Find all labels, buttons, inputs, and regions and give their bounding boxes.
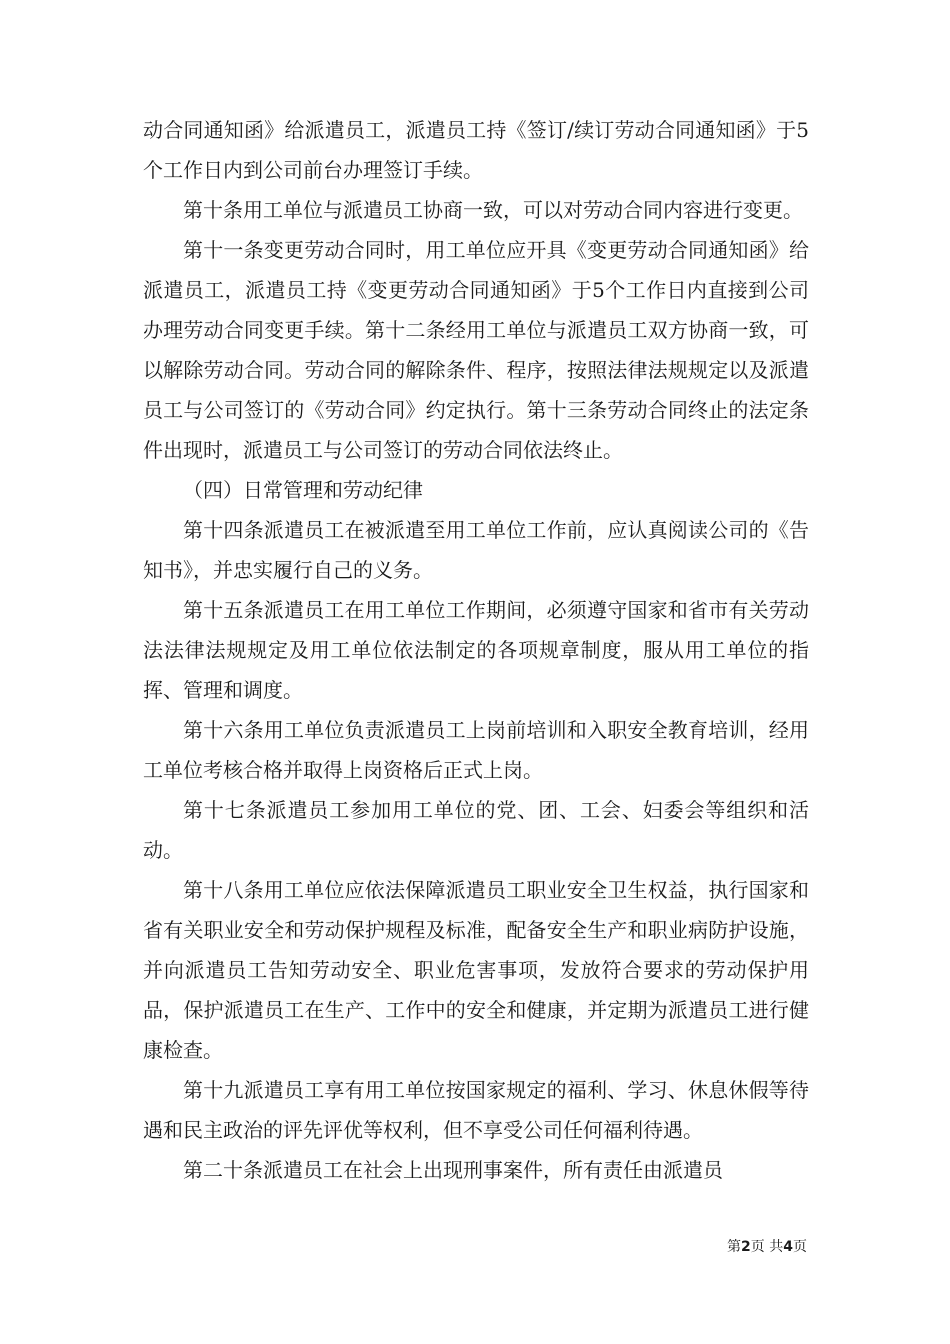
page-footer — [727, 1236, 807, 1256]
footer-prefix: 第 — [727, 1239, 742, 1255]
paragraph-article-10: 第十条用工单位与派遣员工协商一致，可以对劳动合同内容进行变更。 — [183, 198, 803, 222]
paragraph-article-17: 第十七条派遣员工参加用工单位的党、团、工会、妇委会等组织和活动。 — [143, 798, 809, 862]
paragraph-article-16: 第十六条用工单位负责派遣员工上岗前培训和入职安全教育培训，经用工单位考核合格并取得上岗资格后正式上岗。 — [143, 718, 809, 782]
paragraph-article-20: 第二十条派遣员工在社会上出现刑事案件，所有责任由派遣员 — [183, 1158, 723, 1182]
paragraph-article-14: 第十四条派遣员工在被派遣至用工单位工作前，应认真阅读公司的《告知书》，并忠实履行自己的义务。 — [143, 518, 809, 582]
document-body — [143, 110, 809, 1190]
footer-current-page: 2 — [741, 1239, 751, 1255]
footer-middle: 页 共 — [750, 1239, 784, 1255]
paragraph-article-19: 第十九派遣员工享有用工单位按国家规定的福利、学习、休息休假等待遇和民主政治的评先评优等权利，但不享受公司任何福利待遇。 — [143, 1078, 809, 1142]
paragraph-article-15: 第十五条派遣员工在用工单位工作期间，必须遵守国家和省市有关劳动法法律法规规定及用工单位依法制定的各项规章制度，服从用工单位的指挥、管理和调度。 — [143, 598, 809, 702]
footer-suffix: 页 — [793, 1239, 807, 1255]
paragraph-1: 动合同通知函》给派遣员工，派遣员工持《签订/续订劳动合同通知函》于5个工作日内到公司前台办理签订手续。 — [143, 118, 809, 182]
paragraph-article-11-13: 第十一条变更劳动合同时，用工单位应开具《变更劳动合同通知函》给派遣员工，派遣员工持《变更劳动合同通知函》于5个工作日内直接到公司办理劳动合同变更手续。第十二条经用工单位与派遣员工双方协商一致，可以解除劳动合同。劳动合同的解除条件、程序，按照法律法规规定以及派遣员工与公司签订的《劳动合同》约定执行。第十三条劳动合同终止的法定条件出现时，派遣员工与公司签订的劳动合同依法终止。 — [143, 238, 809, 462]
paragraph-article-18: 第十八条用工单位应依法保障派遣员工职业安全卫生权益，执行国家和省有关职业安全和劳动保护规程及标准，配备安全生产和职业病防护设施，并向派遣员工告知劳动安全、职业危害事项，发放符合要求的劳动保护用品，保护派遣员工在生产、工作中的安全和健康，并定期为派遣员工进行健康检查。 — [143, 878, 809, 1062]
footer-total-pages: 4 — [783, 1239, 793, 1255]
section-heading-daily-management: （四）日常管理和劳动纪律 — [183, 478, 423, 502]
